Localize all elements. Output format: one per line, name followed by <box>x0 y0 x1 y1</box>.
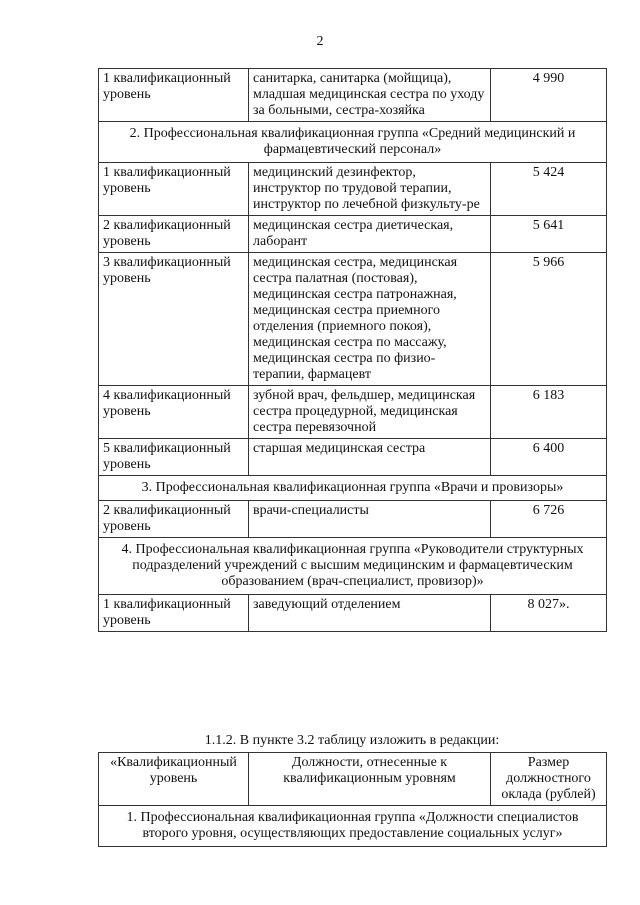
positions-cell: врачи-специалисты <box>249 501 491 538</box>
table-header-row <box>99 753 607 806</box>
positions-cell: медицинская сестра диетическая, лаборант <box>249 216 491 253</box>
positions-cell: медицинская сестра, медицинская сестра палатная (постовая), медицинская сестра патронажная, медицинская сестра приемного отделения (приемного покоя), медицинская сестра по массажу, медицинская сестра по физио-терапии, фармацевт <box>249 253 491 386</box>
header-positions: Должности, отнесенные к квалификационным уровням <box>249 753 491 806</box>
positions-cell: заведующий отделением <box>249 595 491 632</box>
table-row <box>99 386 607 439</box>
group-title: 2. Профессиональная квалификационная группа «Средний медицинский и фармацевтический персонал» <box>99 122 607 163</box>
level-cell: 2 квалификационный уровень <box>99 216 249 253</box>
salary-cell: 5 966 <box>491 253 607 386</box>
salary-cell: 5 424 <box>491 163 607 216</box>
group-row <box>99 122 607 163</box>
group-row <box>99 538 607 595</box>
salary-table-2 <box>98 752 607 847</box>
level-cell: 1 квалификационный уровень <box>99 595 249 632</box>
salary-cell: 4 990 <box>491 69 607 122</box>
header-salary: Размер должностного оклада (рублей) <box>491 753 607 806</box>
level-cell: 4 квалификационный уровень <box>99 386 249 439</box>
table-row <box>99 595 607 632</box>
salary-cell: 8 027». <box>491 595 607 632</box>
header-level: «Квалификационный уровень <box>99 753 249 806</box>
group-title: 1. Профессиональная квалификационная группа «Должности специалистов второго уровня, осуществляющих предоставление социальных услуг» <box>99 806 607 847</box>
group-row <box>99 806 607 847</box>
salary-cell: 6 400 <box>491 439 607 476</box>
positions-cell: санитарка, санитарка (мойщица), младшая медицинская сестра по уходу за больными, сестра-хозяйка <box>249 69 491 122</box>
group-row <box>99 476 607 501</box>
level-cell: 1 квалификационный уровень <box>99 163 249 216</box>
table-row <box>99 501 607 538</box>
positions-cell: зубной врач, фельдшер, медицинская сестра процедурной, медицинская сестра перевязочной <box>249 386 491 439</box>
group-title: 3. Профессиональная квалификационная группа «Врачи и провизоры» <box>99 476 607 501</box>
level-cell: 2 квалификационный уровень <box>99 501 249 538</box>
salary-cell: 5 641 <box>491 216 607 253</box>
positions-cell: старшая медицинская сестра <box>249 439 491 476</box>
level-cell: 5 квалификационный уровень <box>99 439 249 476</box>
table-row <box>99 439 607 476</box>
salary-cell: 6 183 <box>491 386 607 439</box>
level-cell: 1 квалификационный уровень <box>99 69 249 122</box>
level-cell: 3 квалификационный уровень <box>99 253 249 386</box>
table-row <box>99 216 607 253</box>
table-row <box>99 69 607 122</box>
table-row <box>99 253 607 386</box>
page-number: 2 <box>316 34 324 49</box>
salary-table-1 <box>98 68 607 632</box>
salary-cell: 6 726 <box>491 501 607 538</box>
group-title: 4. Профессиональная квалификационная группа «Руководители структурных подразделений учреждений с высшим медицинским и фармацевтическим образованием (врач-специалист, провизор)» <box>99 538 607 595</box>
amendment-paragraph: 1.1.2. В пункте 3.2 таблицу изложить в редакции: <box>204 733 500 748</box>
table-row <box>99 163 607 216</box>
positions-cell: медицинский дезинфектор, инструктор по трудовой терапии, инструктор по лечебной физкульту-ре <box>249 163 491 216</box>
